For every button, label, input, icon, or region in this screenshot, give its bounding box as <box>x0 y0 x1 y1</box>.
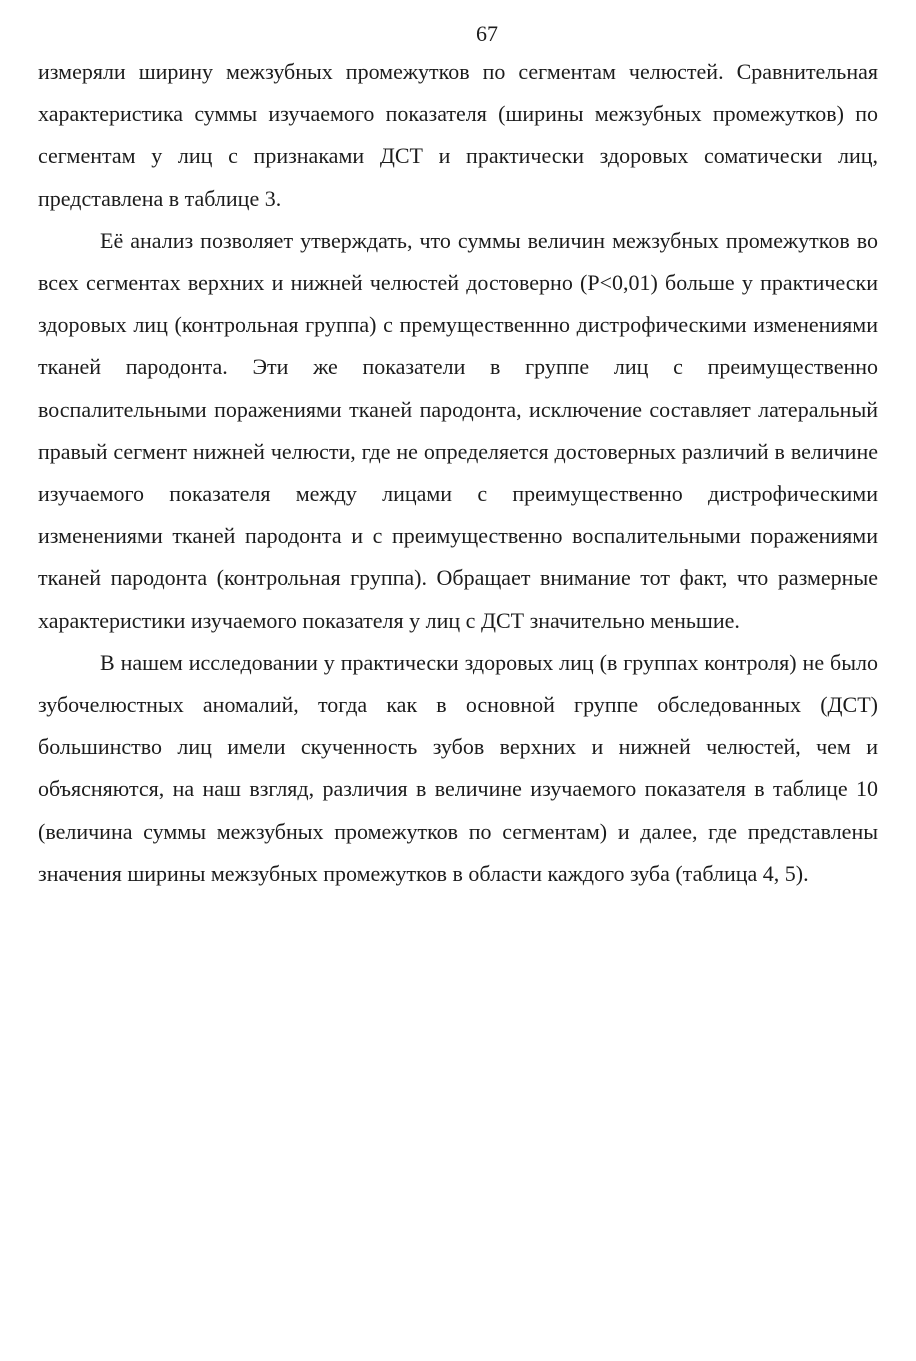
paragraph-3: В нашем исследовании у практически здоровых лиц (в группах контроля) не было зубочелюстных аномалий, тогда как в основной группе обследованных (ДСТ) большинство лиц имели скученность зубов верхних и нижней челюстей, чем и объясняются, на наш взгляд, различия в величине изучаемого показателя в таблице 10 (величина суммы межзубных промежутков по сегментам) и далее, где представлены значения ширины межзубных промежутков в области каждого зуба (таблица 4, 5). <box>38 649 878 886</box>
body-text <box>38 51 878 895</box>
paragraph-2: Её анализ позволяет утверждать, что суммы величин межзубных промежутков во всех сегментах верхних и нижней челюстей достоверно (P<0,01) больше у практически здоровых лиц (контрольная группа) с премущественнно дистрофическими изменениями тканей пародонта. Эти же показатели в группе лиц с преимущественно воспалительными поражениями тканей пародонта, исключение составляет латеральный правый сегмент нижней челюсти, где не определяется достоверных различий в величине изучаемого показателя между лицами с преимущественно дистрофическими изменениями тканей пародонта и с преимущественно воспалительными поражениями тканей пародонта (контрольная группа). Обращает внимание тот факт, что размерные характеристики изучаемого показателя у лиц с ДСТ значительно меньшие. <box>38 227 878 633</box>
page-number: 67 <box>476 21 498 46</box>
paragraph-1: измеряли ширину межзубных промежутков по сегментам челюстей. Сравнительная характеристика суммы изучаемого показателя (ширины межзубных промежутков) по сегментам у лиц с признаками ДСТ и практически здоровых соматически лиц, представлена в таблице 3. <box>38 59 878 211</box>
